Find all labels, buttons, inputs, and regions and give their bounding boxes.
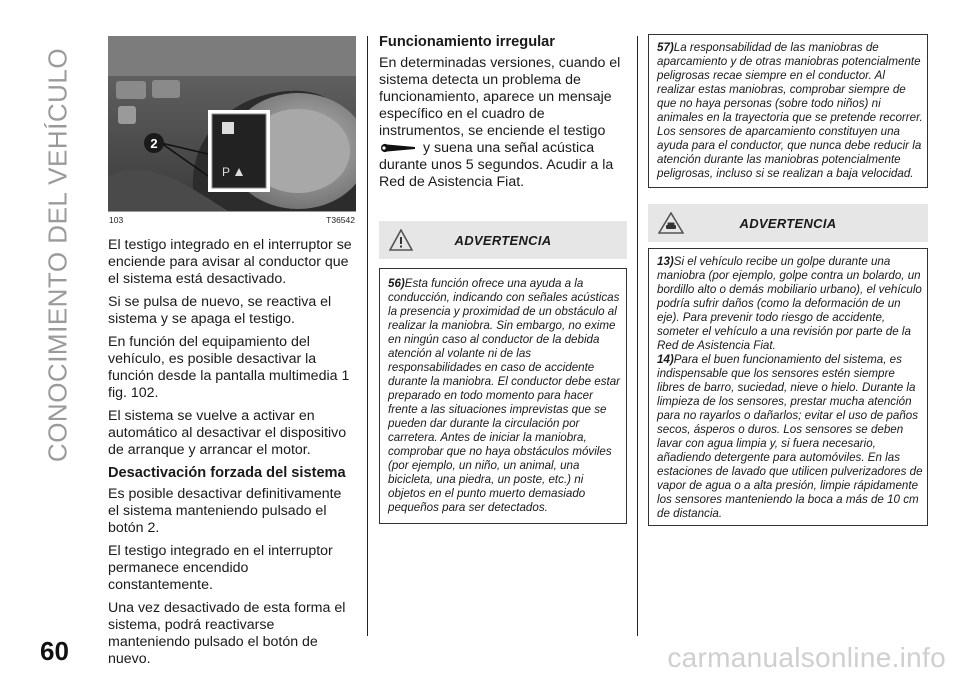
- paragraph: El testigo integrado en el interruptor se enciende para avisar al conductor que el sistema está desactivado.: [108, 237, 352, 287]
- park-button-label: P: [222, 165, 231, 179]
- watermark: [667, 642, 946, 674]
- figure-number: 103: [109, 215, 124, 225]
- wrench-icon: [379, 142, 419, 154]
- car-warning-icon: [658, 212, 684, 234]
- note-number: 57): [657, 41, 674, 54]
- paragraph: Es posible desactivar definitivamente el sistema manteniendo pulsado el botón 2.: [108, 486, 342, 536]
- section-heading: Desactivación forzada del sistema: [108, 465, 346, 481]
- warning-note: [388, 277, 623, 515]
- paragraph: El sistema se vuelve a activar en automático al desactivar el dispositivo de arranque y arrancar el motor.: [108, 408, 347, 458]
- section-title-text: CONOCIMIENTO DEL VEHÍCULO: [42, 47, 73, 463]
- note-text: Esta función ofrece una ayuda a la conducción, indicando con señales acústicas la presencia y proximidad de un obstáculo al realizar la maniobra. Sin embargo, no exime en ningún caso al conductor de la debida atención al volante ni de las responsabilidades en caso de accidente durante la maniobra. El conductor debe estar preparado en todo momento para hacer frente a las situaciones imprevistas que se pueden dar durante la circulación por carretera. Antes de iniciar la maniobra, comprobar que no haya obstáculos móviles (por ejemplo, un niño, un animal, una bicicleta, una piedra, un poste, etc.) ni objetos en el punto muerto demasiado pequeños para ser detectados.: [388, 277, 621, 514]
- paragraph: El testigo integrado en el interruptor permanece encendido constantemente.: [108, 543, 333, 593]
- column-right: [648, 34, 928, 526]
- paragraph-text: En determinadas versiones, cuando el sistema detecta un problema de funcionamiento, aparece un mensaje específico en el cuadro de instrumentos, se enciende el testigo: [379, 55, 621, 139]
- note-number: 56): [388, 277, 405, 290]
- note-text: Para el buen funcionamiento del sistema, es indispensable que los sensores estén siempre libres de barro, suciedad, nieve o hielo. Durante la limpieza de los sensores, prestar mucha atención para no rayarlos o dañarlos; evitar el uso de paños secos, ásperos o duros. Los sensores se deben lavar con agua limpia y, si fuera necesario, añadiendo detergente para automóviles. En las estaciones de lavado que utilicen pulverizadores de vapor de agua o a alta presión, limpie rápidamente los sensores manteniendo la boca a más de 10 cm de distancia.: [657, 353, 923, 520]
- column-middle: [379, 34, 627, 524]
- figure-caption: [108, 211, 356, 225]
- warning-icon: [389, 229, 413, 251]
- note-text: Si el vehículo recibe un golpe durante una maniobra (por ejemplo, golpe contra un bolardo, un bordillo alto o demás mobiliario urbano), el vehículo podría sufrir daños (como la deformación de un eje). Para prevenir todo riesgo de accidente, someter el vehículo a una revisión por parte de la Red de Asistencia Fiat.: [657, 255, 922, 352]
- note-number: 14): [657, 353, 674, 366]
- sidebar-section-title: [38, 20, 78, 490]
- warning-title: ADVERTENCIA: [739, 215, 837, 231]
- column-divider: [367, 36, 368, 636]
- column-left: [108, 36, 356, 674]
- column-divider: [637, 36, 638, 636]
- warning-note: [657, 353, 924, 521]
- warning-note-box: [379, 268, 627, 524]
- figure-code: T36542: [326, 215, 355, 225]
- warning-header: [648, 204, 928, 242]
- warning-note-box: [648, 248, 928, 526]
- paragraph-text: y suena una señal acústica durante unos 5 segundos. Acudir a la Red de Asistencia Fiat.: [379, 140, 614, 190]
- paragraph: Si se pulsa de nuevo, se reactiva el sistema y se apaga el testigo.: [108, 294, 332, 327]
- paragraph: [379, 55, 627, 191]
- warning-note: [657, 41, 924, 181]
- warning-header: [379, 221, 627, 259]
- paragraph: Una vez desactivado de esta forma el sistema, podrá reactivarse manteniendo pulsado el botón de nuevo.: [108, 600, 346, 667]
- note-text: La responsabilidad de las maniobras de aparcamiento y de otras maniobras potencialmente peligrosas recae siempre en el conductor. Al realizar estas maniobras, comprobar siempre de que no haya personas (sobre todo niños) ni animales en la trayectoria que se pretende recorrer. Los sensores de aparcamiento constituyen una ayuda para el conductor, que nunca debe reducir la atención durante las maniobras potencialmente peligrosas, incluso si se realizan a baja velocidad.: [657, 41, 923, 180]
- warning-note: [657, 255, 924, 353]
- note-number: 13): [657, 255, 674, 268]
- page-number: 60: [40, 636, 69, 666]
- dashboard-photo: [108, 36, 356, 211]
- warning-title: ADVERTENCIA: [454, 232, 552, 248]
- callout-number: 2: [150, 136, 158, 151]
- warning-note-box: [648, 34, 928, 188]
- paragraph: En función del equipamiento del vehículo, es posible desactivar la función desde la pantalla multimedia 1 fig. 102.: [108, 334, 350, 401]
- watermark-text: carmanualsonline.info: [667, 642, 946, 673]
- section-heading: Funcionamiento irregular: [379, 34, 555, 50]
